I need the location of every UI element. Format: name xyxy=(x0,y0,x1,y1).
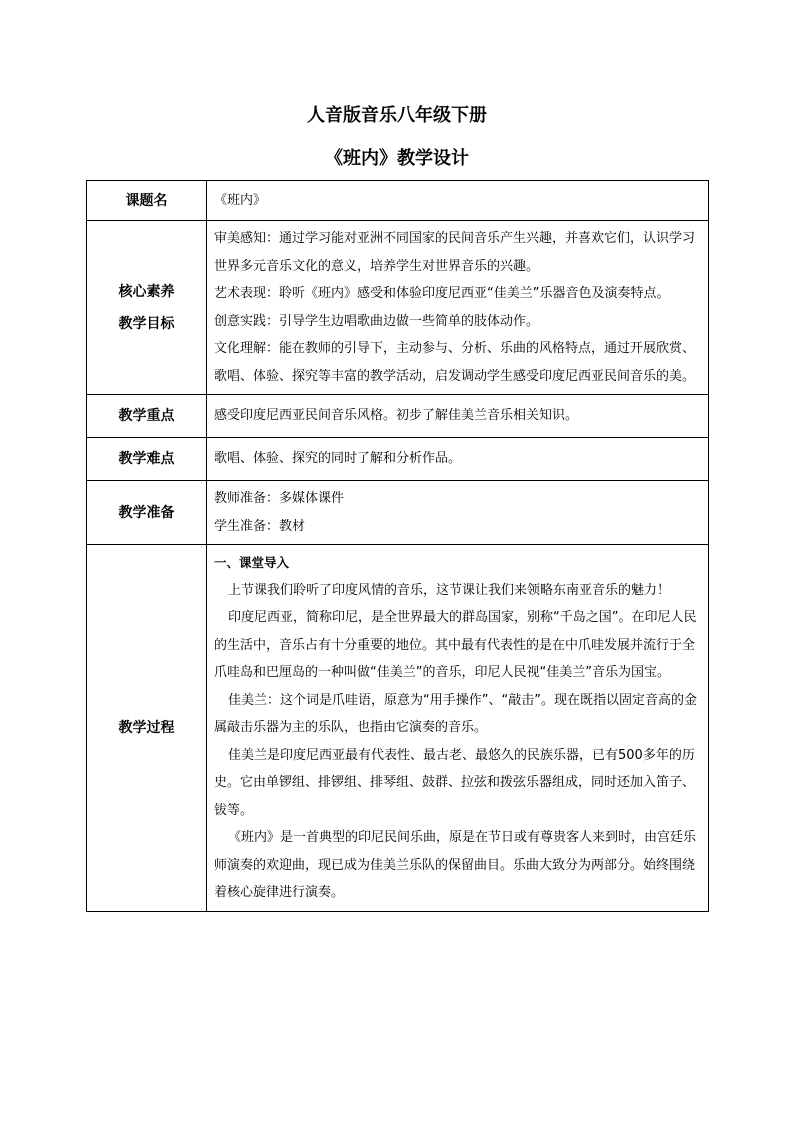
document-subtitle: 《班内》教学设计 xyxy=(325,148,469,169)
focus-value: 感受印度尼西亚民间音乐风格。初步了解佳美兰音乐相关知识。 xyxy=(207,395,709,438)
focus-label: 教学重点 xyxy=(87,395,207,438)
table-row-preparation xyxy=(87,481,709,545)
table-row-process xyxy=(87,545,709,912)
topic-label: 课题名 xyxy=(87,181,207,221)
process-paragraph: 《班内》是一首典型的印尼民间乐曲，原是在节日或有尊贵客人来到时，由宫廷乐师演奏的欢迎曲，现已成为佳美兰乐队的保留曲目。乐曲大致分为两部分。始终围绕着核心旋律进行演奏。 xyxy=(214,830,697,900)
student-preparation: 学生准备：教材 xyxy=(214,518,306,534)
topic-value: 《班内》 xyxy=(207,181,709,221)
teacher-preparation: 教师准备：多媒体课件 xyxy=(214,491,345,506)
process-paragraph: 上节课我们聆听了印度风情的音乐，这节课让我们来领略东南亚音乐的魅力！ xyxy=(228,582,671,598)
section-title-intro: 一、课堂导入 xyxy=(214,555,290,570)
table-row-topic xyxy=(87,181,709,221)
lesson-plan-table xyxy=(86,180,709,912)
process-label: 教学过程 xyxy=(87,545,207,912)
difficulty-label: 教学难点 xyxy=(87,438,207,481)
document-title: 人音版音乐八年级下册 xyxy=(307,105,487,126)
goal-aesthetic: 审美感知：通过学习能对亚洲不同国家的民间音乐产生兴趣，并喜欢它们，认识学习世界多元音乐文化的意义，培养学生对世界音乐的兴趣。 xyxy=(214,231,696,274)
preparation-label: 教学准备 xyxy=(87,481,207,545)
goal-creative: 创意实践：引导学生边唱歌曲边做一些简单的肢体动作。 xyxy=(214,313,540,329)
goals-label-line2: 教学目标 xyxy=(118,315,175,332)
goal-artistic: 艺术表现：聆听《班内》感受和体验印度尼西亚“佳美兰”乐器音色及演奏特点。 xyxy=(214,286,670,301)
table-row-goals xyxy=(87,221,709,395)
goals-label-line1: 核心素养 xyxy=(118,283,175,300)
process-paragraph: 佳美兰是印度尼西亚最有代表性、最古老、最悠久的民族乐器，已有500多年的历史。它由单锣组、排锣组、排琴组、鼓群、拉弦和拨弦乐器组成，同时还加入笛子、钹等。 xyxy=(214,747,696,818)
goals-content xyxy=(207,221,709,395)
process-paragraph: 印度尼西亚，简称印尼，是全世界最大的群岛国家，别称“千岛之国”。在印尼人民的生活中，音乐占有十分重要的地位。其中最有代表性的是在中爪哇发展并流行于全爪哇岛和巴厘岛的一种叫做“佳美兰”的音乐，印尼人民视“佳美兰”音乐为国宝。 xyxy=(214,610,697,680)
preparation-content xyxy=(207,481,709,545)
table-row-focus xyxy=(87,395,709,438)
process-paragraph: 佳美兰：这个词是爪哇语，原意为“用手操作”、“敲击”。现在既指以固定音高的金属敲击乐器为主的乐队，也指由它演奏的音乐。 xyxy=(214,692,697,735)
difficulty-value: 歌唱、体验、探究的同时了解和分析作品。 xyxy=(207,438,709,481)
goal-cultural: 文化理解：能在教师的引导下，主动参与、分析、乐曲的风格特点，通过开展欣赏、歌唱、体验、探究等丰富的教学活动，启发调动学生感受印度尼西亚民间音乐的美。 xyxy=(214,341,696,384)
process-content xyxy=(207,545,709,912)
table-row-difficulty xyxy=(87,438,709,481)
goals-label xyxy=(87,221,207,395)
